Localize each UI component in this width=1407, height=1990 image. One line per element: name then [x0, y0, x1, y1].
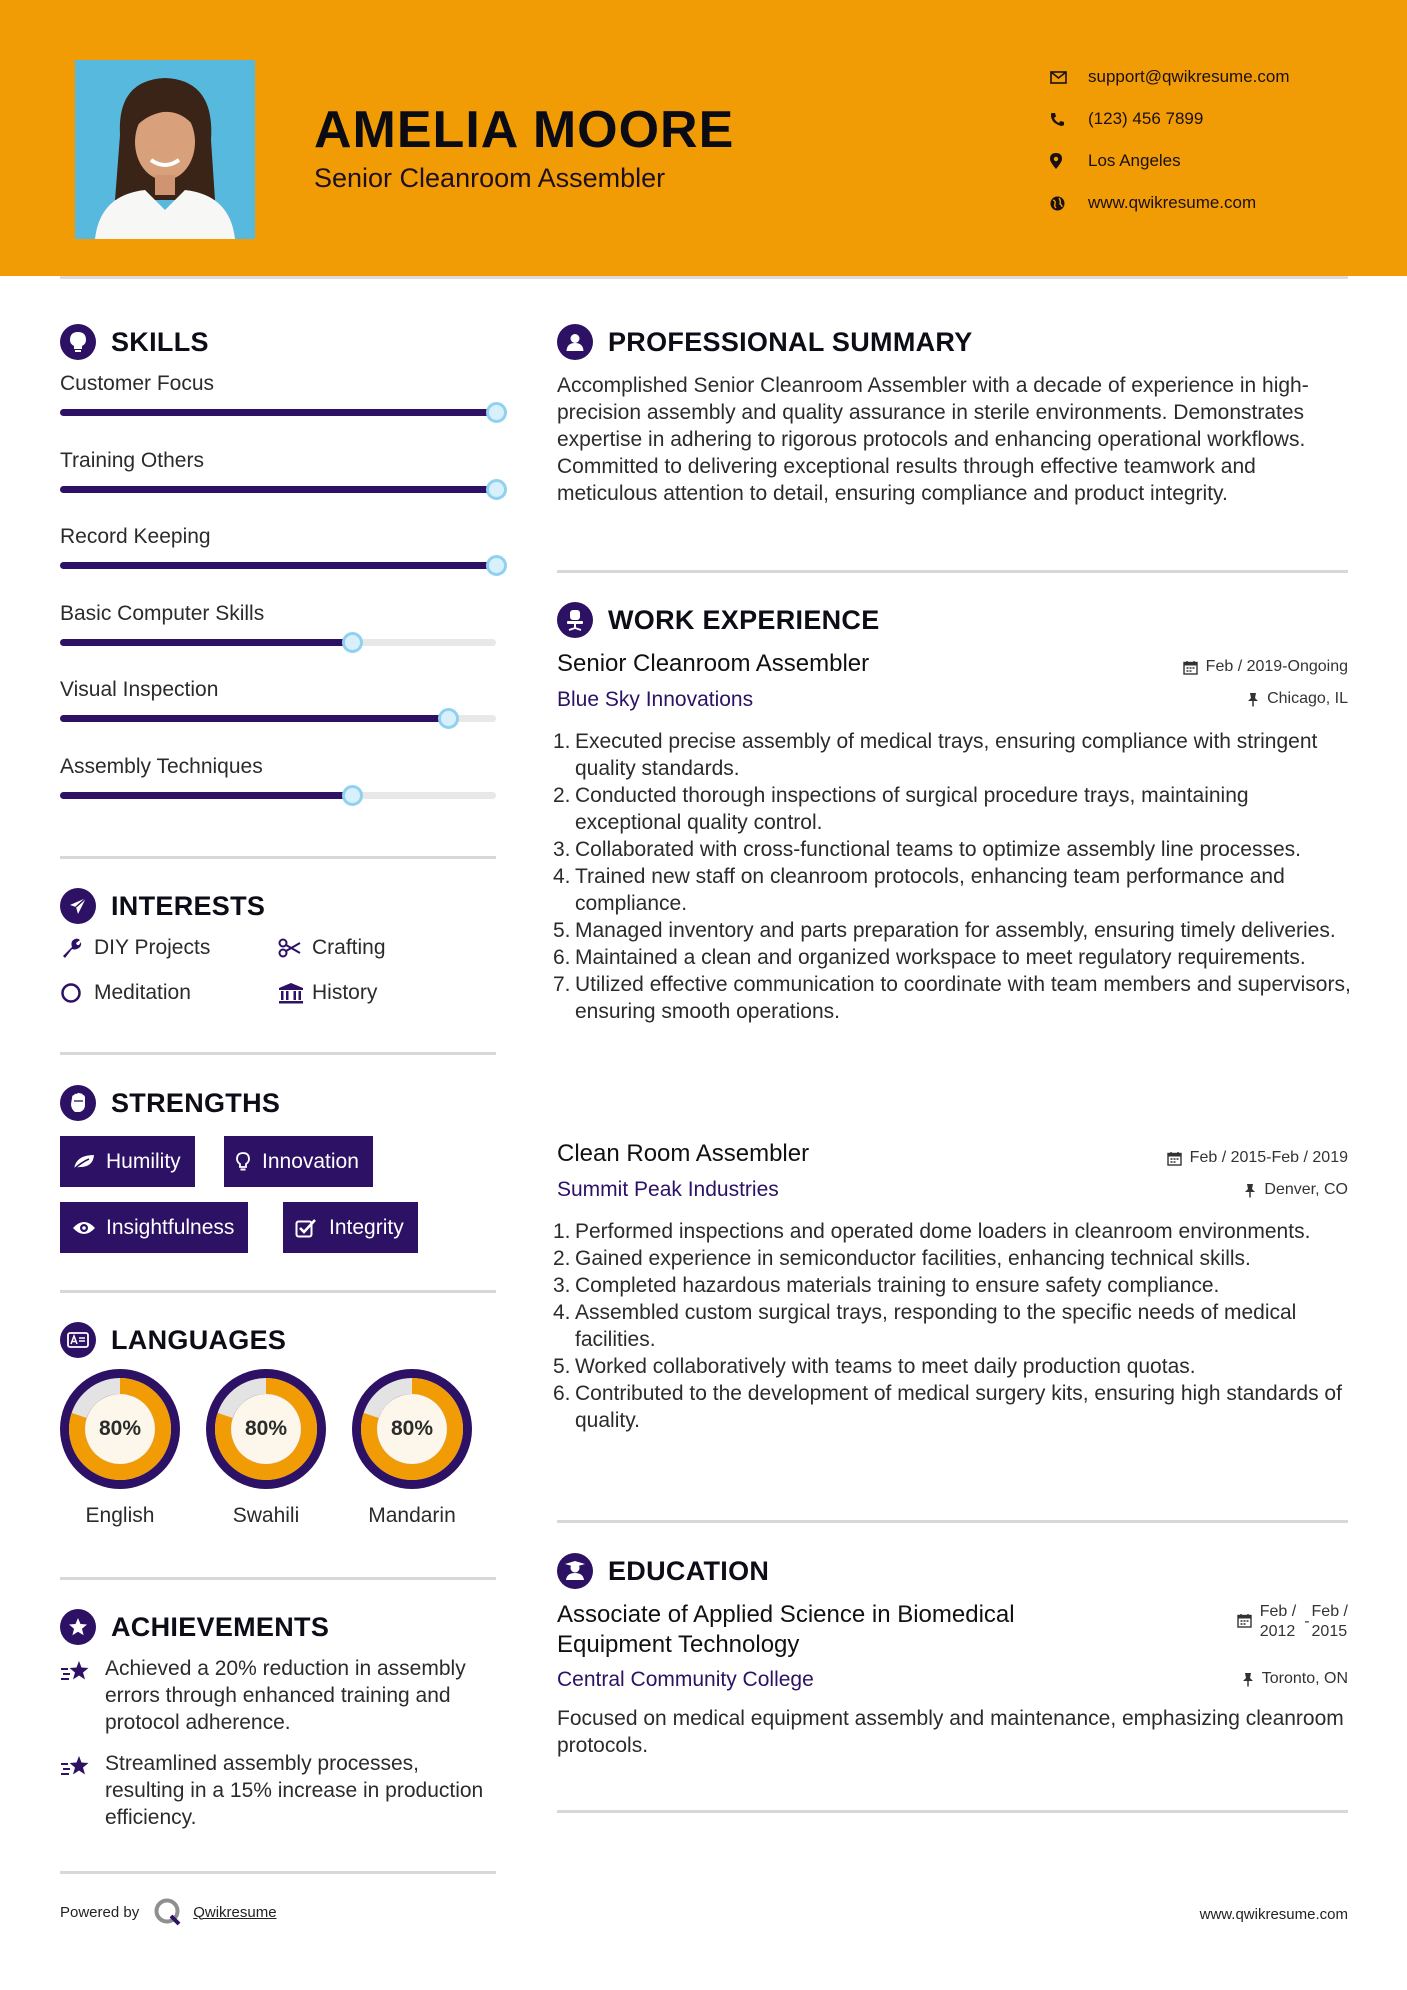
achievements-heading: ACHIEVEMENTS	[60, 1609, 329, 1645]
skill-level-fill	[60, 715, 448, 722]
strengths-heading: STRENGTHS	[60, 1085, 280, 1121]
circle-icon	[60, 982, 94, 1004]
skill-track	[60, 562, 496, 569]
job-bullet-list	[553, 728, 1357, 1025]
skill-item	[60, 678, 500, 702]
bullet-text: Conducted thorough inspections of surgical procedure trays, maintaining exceptional quality control.	[575, 784, 1249, 834]
bullet-text: Executed precise assembly of medical trays, ensuring compliance with stringent quality standards.	[575, 730, 1318, 780]
skill-level-fill	[60, 562, 496, 569]
section-divider	[60, 1052, 496, 1055]
interest-item: DIY Projects	[60, 936, 210, 960]
section-divider	[60, 1290, 496, 1293]
bullet-text: Managed inventory and parts preparation for assembly, ensuring timely deliveries.	[575, 919, 1336, 942]
skill-track	[60, 486, 496, 493]
checkbox-icon	[295, 1218, 329, 1238]
footer-powered-by: Powered by Qwikresume	[60, 1897, 277, 1927]
achievement-item: Achieved a 20% reduction in assembly errors through enhanced training and protocol adherence.	[60, 1655, 500, 1736]
paper-plane-icon	[60, 888, 96, 924]
envelope-icon	[1050, 67, 1088, 87]
bullet-number: 3.	[553, 1274, 571, 1297]
job-bullet	[553, 971, 1357, 1025]
job-title: Clean Room Assembler	[557, 1140, 810, 1167]
fist-icon	[60, 1085, 96, 1121]
contact-email-text: support@qwikresume.com	[1088, 67, 1290, 86]
summary-heading: PROFESSIONAL SUMMARY	[557, 324, 973, 360]
shooting-star-icon	[60, 1750, 105, 1831]
contact-location	[1050, 140, 1290, 182]
bullet-text: Collaborated with cross-functional teams to optimize assembly line processes.	[575, 838, 1301, 861]
section-divider	[60, 856, 496, 859]
job-bullet	[553, 782, 1357, 836]
language-item	[205, 1368, 327, 1528]
skill-label: Visual Inspection	[60, 678, 219, 701]
phone-icon	[1050, 109, 1088, 129]
education-dates: Feb / 2012 - Feb / 2015	[1237, 1602, 1348, 1642]
section-divider	[60, 1577, 496, 1580]
contact-email[interactable]	[1050, 56, 1290, 98]
job-company: Summit Peak Industries	[557, 1178, 779, 1201]
section-divider	[557, 1520, 1348, 1523]
bullet-number: 6.	[553, 946, 571, 969]
section-divider	[60, 1871, 496, 1874]
bullet-number: 7.	[553, 973, 571, 996]
strength-tag: Humility	[60, 1136, 195, 1187]
section-divider	[557, 570, 1348, 573]
candidate-name: AMELIA MOORE	[314, 101, 735, 159]
skill-level-knob	[342, 632, 363, 653]
graduate-icon	[557, 1553, 593, 1589]
job-company: Blue Sky Innovations	[557, 688, 754, 711]
scissors-icon	[278, 938, 312, 958]
lightbulb-icon	[236, 1152, 262, 1172]
leaf-icon	[72, 1153, 106, 1171]
shooting-star-icon	[60, 1655, 105, 1736]
calendar-icon	[1167, 1151, 1182, 1166]
school-name: Central Community College	[557, 1668, 814, 1691]
section-divider	[557, 1810, 1348, 1813]
skill-track	[60, 639, 496, 646]
skill-level-fill	[60, 639, 352, 646]
bullet-text: Utilized effective communication to coordinate with team members and supervisors, ensuring smooth operations.	[575, 973, 1351, 1023]
language-name: English	[85, 1504, 155, 1527]
bullet-number: 4.	[553, 865, 571, 888]
footer-website[interactable]: www.qwikresume.com	[1199, 1906, 1348, 1923]
skill-level-fill	[60, 409, 496, 416]
skill-track	[60, 792, 496, 799]
qwikresume-link[interactable]: Qwikresume	[193, 1903, 277, 1921]
skill-level-knob	[486, 555, 507, 576]
language-card-icon	[60, 1322, 96, 1358]
bullet-text: Completed hazardous materials training to ensure safety compliance.	[575, 1274, 1220, 1297]
interest-item: History	[278, 981, 377, 1005]
skill-level-fill	[60, 792, 352, 799]
job-location: Chicago, IL	[1247, 690, 1348, 708]
skill-level-knob	[438, 708, 459, 729]
skill-label: Training Others	[60, 448, 204, 472]
globe-icon	[1050, 193, 1088, 213]
achievement-item: Streamlined assembly processes, resulting in a 15% increase in production efficiency.	[60, 1750, 500, 1831]
eye-icon	[72, 1220, 106, 1236]
skill-item	[60, 525, 500, 549]
job-bullet	[553, 836, 1357, 863]
bullet-number: 3.	[553, 838, 571, 861]
bullet-text: Assembled custom surgical trays, responding to the specific needs of medical facilities.	[575, 1301, 1297, 1351]
contact-list	[1050, 56, 1290, 224]
summary-text: Accomplished Senior Cleanroom Assembler with a decade of experience in high-precision assembly and quality assurance in sterile environments. Demonstrates expertise in adhering to rigorous protocols and enhancing operational workflows. Committed to delivering exceptional results through effective teamwork and meticulous attention to detail, ensuring compliance and product integrity.	[557, 374, 1309, 505]
job-bullet	[553, 1272, 1357, 1299]
bullet-number: 2.	[553, 1247, 571, 1270]
office-chair-icon	[557, 602, 593, 638]
education-location: Toronto, ON	[1242, 1670, 1348, 1688]
contact-website[interactable]	[1050, 182, 1290, 224]
skill-level-fill	[60, 486, 496, 493]
skill-item	[60, 449, 500, 473]
bullet-text: Trained new staff on cleanroom protocols, enhancing team performance and compliance.	[575, 865, 1285, 915]
contact-phone-text: (123) 456 7899	[1088, 109, 1204, 128]
bullet-text: Worked collaboratively with teams to meet daily production quotas.	[575, 1355, 1196, 1378]
contact-phone[interactable]	[1050, 98, 1290, 140]
skill-item	[60, 602, 500, 626]
job-bullet	[553, 1299, 1357, 1353]
user-icon	[557, 324, 593, 360]
bullet-text: Performed inspections and operated dome loaders in cleanroom environments.	[575, 1220, 1311, 1243]
degree-title: Associate of Applied Science in Biomedical Equipment Technology	[557, 1601, 1015, 1658]
experience-heading: WORK EXPERIENCE	[557, 602, 880, 638]
skill-item	[60, 755, 500, 779]
skill-label: Record Keeping	[60, 525, 211, 548]
job-bullet-list	[553, 1218, 1357, 1434]
pushpin-icon	[1244, 1183, 1256, 1198]
map-pin-icon	[1050, 151, 1088, 171]
star-badge-icon	[60, 1609, 96, 1645]
skill-level-knob	[486, 402, 507, 423]
calendar-icon	[1237, 1613, 1252, 1628]
strength-tag: Integrity	[283, 1202, 418, 1253]
education-heading: EDUCATION	[557, 1553, 769, 1589]
skill-track	[60, 409, 496, 416]
job-bullet	[553, 944, 1357, 971]
job-dates: Feb / 2015-Feb / 2019	[1167, 1149, 1348, 1167]
bullet-text: Contributed to the development of medical surgery kits, ensuring high standards of quality.	[575, 1382, 1342, 1432]
contact-website-text: www.qwikresume.com	[1088, 193, 1257, 212]
skill-label: Assembly Techniques	[60, 754, 263, 778]
strength-tag: Innovation	[224, 1136, 373, 1187]
interest-item: Meditation	[60, 981, 191, 1005]
job-bullet	[553, 1353, 1357, 1380]
job-title: Senior Cleanroom Assembler	[557, 650, 870, 677]
calendar-icon	[1183, 660, 1198, 675]
bullet-number: 4.	[553, 1301, 571, 1324]
profile-photo	[75, 60, 255, 239]
skill-level-knob	[486, 479, 507, 500]
language-percent: 80%	[390, 1417, 434, 1440]
bullet-text: Gained experience in semiconductor facilities, enhancing technical skills.	[575, 1247, 1251, 1270]
resume-header	[0, 0, 1407, 276]
qwikresume-logo-icon	[153, 1897, 183, 1927]
interest-item: Crafting	[278, 936, 386, 960]
strength-tag: Insightfulness	[60, 1202, 248, 1253]
job-bullet	[553, 1380, 1357, 1434]
bullet-text: Maintained a clean and organized workspace to meet regulatory requirements.	[575, 946, 1306, 969]
language-item	[59, 1368, 181, 1528]
museum-icon	[278, 982, 312, 1004]
education-description: Focused on medical equipment assembly and maintenance, emphasizing cleanroom protocols.	[557, 1707, 1344, 1757]
job-dates: Feb / 2019-Ongoing	[1183, 658, 1348, 676]
skill-item	[60, 372, 500, 396]
language-name: Mandarin	[368, 1504, 456, 1527]
job-bullet	[553, 728, 1357, 782]
language-percent: 80%	[244, 1417, 288, 1440]
skill-track	[60, 715, 496, 722]
bullet-number: 2.	[553, 784, 571, 807]
bullet-number: 5.	[553, 1355, 571, 1378]
skill-level-knob	[342, 785, 363, 806]
bullet-number: 6.	[553, 1382, 571, 1405]
language-percent: 80%	[98, 1417, 142, 1440]
job-bullet	[553, 1245, 1357, 1272]
wrench-icon	[60, 937, 94, 959]
languages-heading: LANGUAGES	[60, 1322, 286, 1358]
skill-label: Customer Focus	[60, 372, 215, 395]
bullet-number: 1.	[553, 730, 571, 753]
contact-location-text: Los Angeles	[1088, 151, 1181, 170]
language-name: Swahili	[232, 1504, 300, 1527]
job-bullet	[553, 863, 1357, 917]
pushpin-icon	[1242, 1672, 1254, 1687]
candidate-title: Senior Cleanroom Assembler	[314, 163, 666, 193]
bullet-number: 1.	[553, 1220, 571, 1243]
skill-label: Basic Computer Skills	[60, 601, 265, 625]
language-item	[351, 1368, 473, 1528]
interests-heading: INTERESTS	[60, 888, 265, 924]
job-location: Denver, CO	[1244, 1181, 1348, 1199]
bullet-number: 5.	[553, 919, 571, 942]
job-bullet	[553, 917, 1357, 944]
pushpin-icon	[1247, 692, 1259, 707]
lightbulb-icon	[60, 324, 96, 360]
skills-heading: SKILLS	[60, 324, 209, 360]
job-bullet	[553, 1218, 1357, 1245]
header-divider	[60, 276, 1348, 279]
